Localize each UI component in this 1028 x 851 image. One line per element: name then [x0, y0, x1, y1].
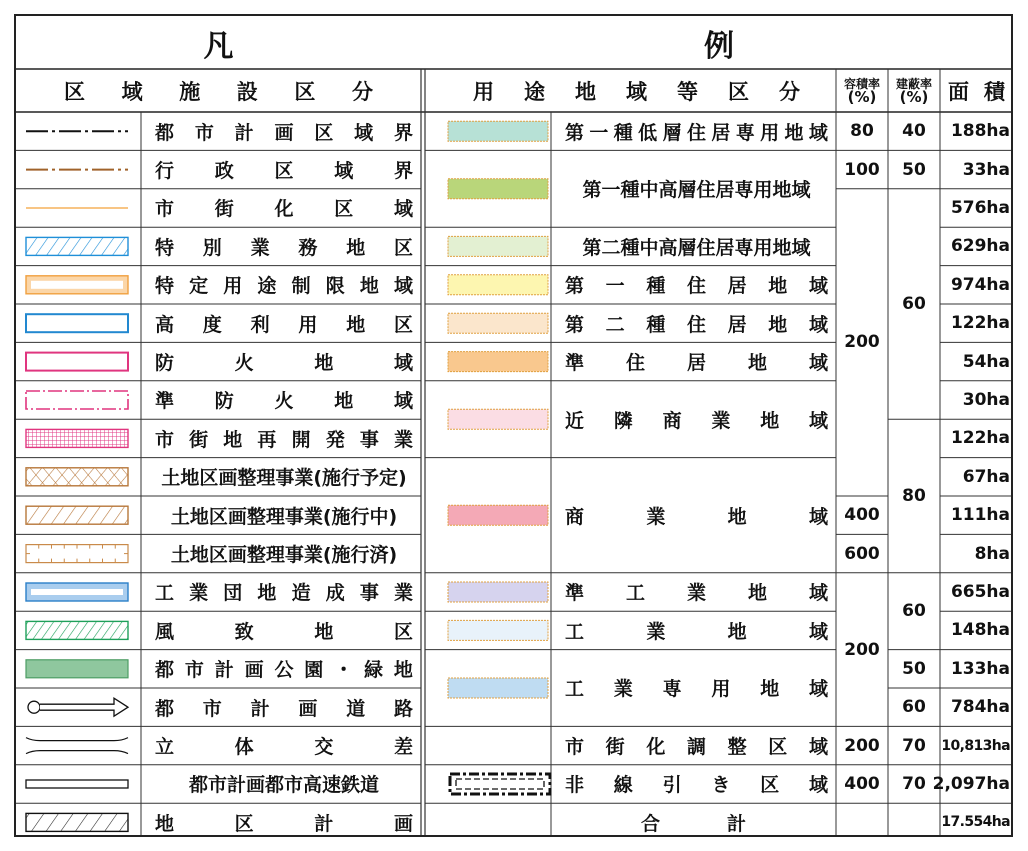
zone-swatch-icon: [448, 236, 548, 256]
green-filled-box-icon: [26, 660, 128, 678]
orange-double-box-icon: [26, 276, 128, 294]
magenta-dashdot-box-icon: [26, 391, 128, 409]
blue-box-icon: [26, 314, 128, 332]
area-value: 629ha: [950, 236, 1010, 257]
header-cov-bottom: (%): [899, 87, 929, 106]
zone-label: 準 住 居 地 域: [565, 352, 828, 375]
facility-label: 風 致 地 区: [155, 620, 413, 643]
area-value: 784ha: [950, 697, 1010, 718]
zone-label: 準 工 業 地 域: [565, 582, 828, 605]
zone-label: 非 線 引 き 区 域: [565, 774, 828, 797]
facility-label: 工 業 団 地 造 成 事 業: [155, 582, 413, 605]
facility-label: 準 防 火 地 域: [155, 390, 413, 413]
legend-title-right: 例: [704, 28, 734, 64]
area-value: 122ha: [950, 428, 1010, 449]
zone-label: 商 業 地 域: [565, 505, 828, 528]
facility-label: 都市計画都市高速鉄道: [188, 774, 379, 797]
far-value: 100: [844, 159, 880, 180]
facility-label: 立 体 交 差: [155, 736, 413, 759]
zone-swatch-icon: [448, 620, 548, 640]
blue-double-box-icon: [26, 583, 128, 601]
brown-ticked-box-icon: [26, 545, 128, 563]
overpass-lines-icon: [26, 738, 128, 754]
legend-sheet: [14, 14, 1013, 837]
far-value: 400: [844, 773, 880, 794]
zone-label: 市 街 化 調 整 区 域: [565, 736, 828, 759]
zone-swatch-icon: [448, 275, 548, 295]
zone-swatch-icon: [448, 179, 548, 199]
area-value: 122ha: [950, 313, 1010, 334]
coverage-value: 50: [902, 658, 926, 679]
railway-rect-icon: [26, 780, 128, 788]
header-zone-class: 用 途 地 域 等 区 分: [473, 79, 800, 104]
facility-label: 都 市 計 画 区 域 界: [155, 121, 413, 144]
coverage-value: 40: [902, 121, 926, 142]
zone-label: 第二種中高層住居専用地域: [582, 236, 811, 259]
coverage-value: 50: [902, 159, 926, 180]
area-value: 974ha: [950, 274, 1010, 295]
zone-swatch-icon: [448, 313, 548, 333]
header-cov-top: 建蔽率: [895, 76, 932, 91]
area-value: 33ha: [962, 159, 1010, 180]
facility-label: 行 政 区 域 界: [155, 160, 413, 183]
non-line-drawn-area-icon: [450, 774, 550, 794]
magenta-box-icon: [26, 353, 128, 371]
facility-label: 特 定 用 途 制 限 地 域: [155, 275, 413, 298]
road-arrow-icon: [28, 698, 128, 716]
coverage-value: 60: [902, 601, 926, 622]
zone-label: 第 一 種 低 層 住 居 専 用 地 域: [565, 121, 828, 144]
facility-label: 土地区画整理事業(施行済): [170, 544, 398, 567]
black-hatched-box-icon: [26, 813, 128, 831]
facility-label: 都 市 計 画 道 路: [155, 697, 413, 720]
area-value: 148ha: [950, 620, 1010, 641]
area-value: 54ha: [962, 351, 1010, 372]
area-value: 188ha: [950, 121, 1010, 142]
facility-label: 特 別 業 務 地 区: [155, 236, 413, 259]
coverage-value: 60: [902, 293, 926, 314]
area-value: 576ha: [950, 197, 1010, 218]
area-value: 133ha: [950, 658, 1010, 679]
zone-label: 第 一 種 住 居 地 域: [565, 275, 828, 298]
coverage-value: 60: [902, 697, 926, 718]
area-value: 111ha: [950, 505, 1010, 526]
area-value: 10,813ha: [941, 737, 1010, 754]
area-value: 8ha: [974, 543, 1010, 564]
zone-label: 工 業 専 用 地 域: [565, 678, 828, 701]
header-far-top: 容積率: [843, 76, 880, 91]
header-area: 面 積: [948, 79, 1005, 104]
zone-swatch-icon: [448, 352, 548, 372]
brown-hatched-box-icon: [26, 506, 128, 524]
area-value: 67ha: [962, 466, 1010, 487]
far-value: 600: [844, 543, 880, 564]
zone-swatch-icon: [448, 505, 548, 525]
zone-swatch-icon: [448, 409, 548, 429]
header-coverage-ratio: [888, 69, 940, 112]
zone-label: 合 計: [641, 812, 746, 835]
coverage-value: 70: [902, 773, 926, 794]
magenta-grid-box-icon: [26, 429, 128, 447]
facility-label: 防 火 地 域: [155, 352, 413, 375]
facility-label: 市 街 地 再 開 発 事 業: [155, 428, 413, 451]
facility-label: 土地区画整理事業(施行予定): [161, 467, 407, 490]
green-hatched-box-icon: [26, 621, 128, 639]
blue-hatched-box-icon: [26, 237, 128, 255]
header-area-facility: 区 域 施 設 区 分: [64, 79, 373, 104]
zone-swatch-icon: [448, 121, 548, 141]
zone-label: 第 二 種 住 居 地 域: [565, 313, 828, 336]
far-value: 200: [844, 332, 880, 353]
far-value: 80: [850, 121, 874, 142]
zone-label: 近 隣 商 業 地 域: [565, 409, 828, 432]
legend-title-left: 凡: [203, 28, 234, 64]
zone-label: 工 業 地 域: [565, 620, 828, 643]
area-value: 30ha: [962, 389, 1010, 410]
area-value: 665ha: [950, 581, 1010, 602]
coverage-value: 80: [902, 485, 926, 506]
coverage-value: 70: [902, 735, 926, 756]
zone-swatch-icon: [448, 582, 548, 602]
far-value: 200: [844, 735, 880, 756]
area-value: 17.554ha: [941, 814, 1010, 831]
far-value: 200: [844, 639, 880, 660]
area-value: 2,097ha: [932, 773, 1010, 794]
facility-label: 市 街 化 区 域: [155, 198, 413, 221]
zone-swatch-icon: [448, 678, 548, 698]
facility-label: 高 度 利 用 地 区: [155, 313, 413, 336]
brown-crosshatch-box-icon: [26, 468, 128, 486]
facility-label: 都 市 計 画 公 園 ・ 緑 地: [155, 659, 413, 682]
zone-label: 第一種中高層住居専用地域: [582, 179, 811, 202]
facility-label: 地 区 計 画: [155, 812, 413, 835]
header-floor-area-ratio: [836, 69, 888, 112]
header-far-bottom: (%): [847, 87, 877, 106]
facility-label: 土地区画整理事業(施行中): [170, 505, 398, 528]
far-value: 400: [844, 505, 880, 526]
